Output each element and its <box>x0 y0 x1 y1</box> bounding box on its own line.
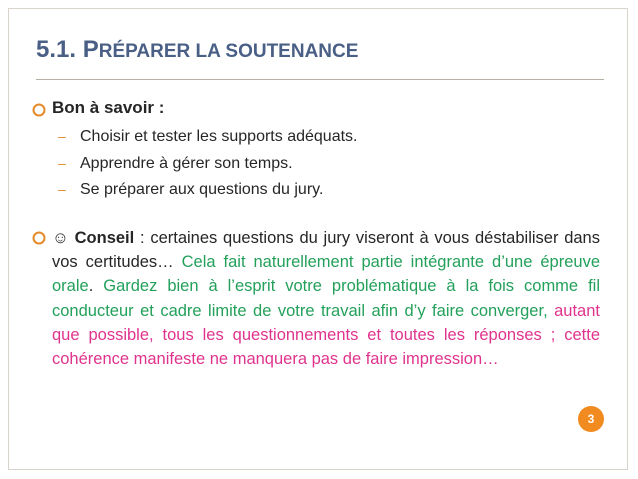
conseil-text-1: : certaines questions du jury viseront à vous déstabiliser dans vos certitudes… <box>52 229 600 272</box>
orange-circle-bullet-icon <box>30 101 48 119</box>
conseil-text-3: . <box>88 277 104 296</box>
smiley-icon: ☺ <box>52 229 69 247</box>
list-item-text: Se préparer aux questions du jury. <box>80 181 324 198</box>
title-prefix: 5.1. P <box>36 36 99 63</box>
conseil-paragraph <box>52 226 600 371</box>
title-divider <box>36 79 604 80</box>
dash-bullet: – <box>58 128 66 144</box>
title-rest: RÉPARER LA SOUTENANCE <box>98 41 359 62</box>
conseil-text-green-2: Gardez bien à l’esprit votre problématique à la fois comme fil conducteur et cadre limite de votre travail afin d’y faire converger, <box>52 277 600 320</box>
list-item <box>58 128 357 146</box>
list-item-text: Choisir et tester les supports adéquats. <box>80 128 358 145</box>
slide-title <box>36 36 358 64</box>
list-item <box>58 155 293 173</box>
list-item <box>58 181 323 199</box>
conseil-text-pink: autant que possible, tous les questionnements et toutes les réponses ; cette cohérence manifeste ne manquera pas de faire impression… <box>52 301 600 369</box>
conseil-text-green: Cela fait naturellement partie intégrante d’une épreuve orale <box>52 253 600 296</box>
conseil-keyword: Conseil <box>74 229 135 247</box>
bullet-heading-bon-a-savoir: Bon à savoir : <box>52 98 165 117</box>
list-item-text: Apprendre à gérer son temps. <box>80 155 293 172</box>
page-number-badge: 3 <box>578 406 604 432</box>
orange-circle-bullet-icon <box>30 229 48 247</box>
dash-bullet: – <box>58 181 66 197</box>
dash-bullet: – <box>58 155 66 171</box>
